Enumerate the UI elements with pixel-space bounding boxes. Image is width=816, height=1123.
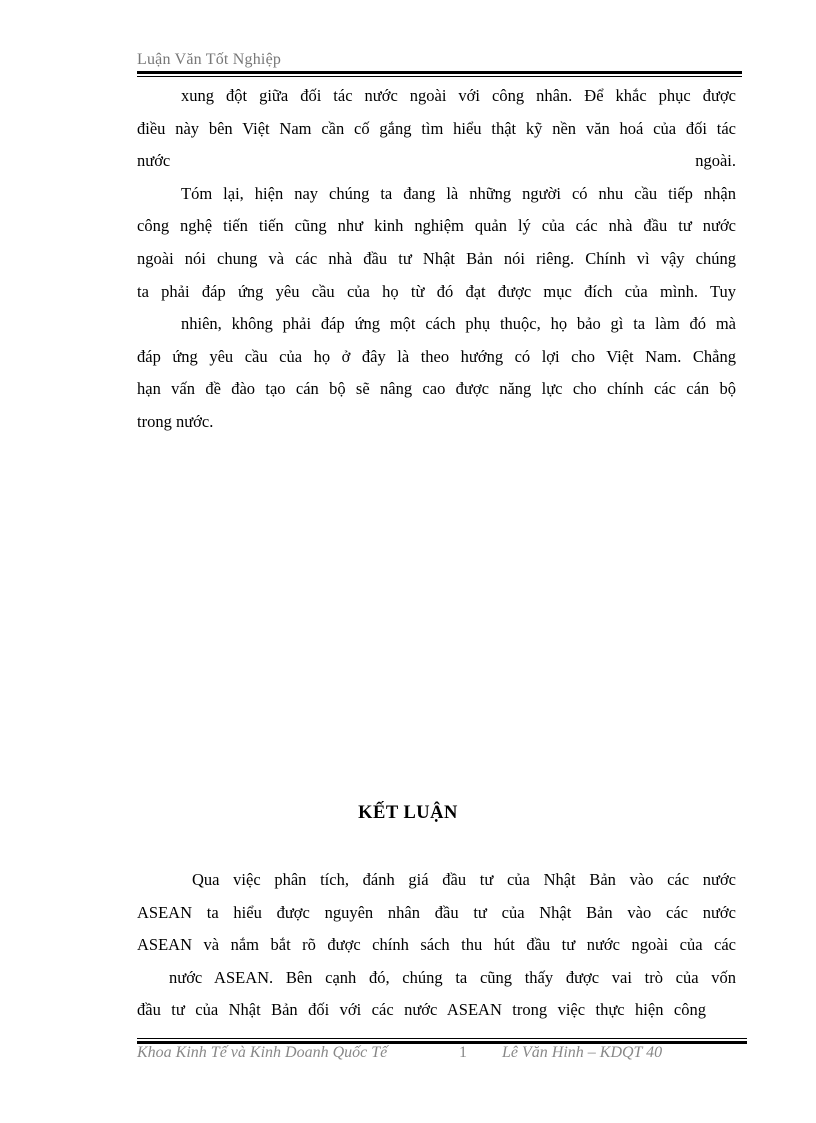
footer-author: Lê Văn Hinh – KDQT 40 <box>502 1044 663 1061</box>
header-rule-thick <box>137 71 742 74</box>
text-line: ASEAN ta hiểu được nguyên nhân đầu tư của Nhật Bản vào các nước <box>137 902 736 922</box>
text-line: trong nước. <box>137 411 214 431</box>
text-line: ta phải đáp ứng yêu cầu của họ từ đó đạt được mục đích của mình. Tuy <box>137 281 736 301</box>
text-line: nước ngoài. <box>137 151 736 171</box>
text-line: ASEAN và nắm bắt rõ được chính sách thu hút đầu tư nước ngoài của các <box>137 935 736 955</box>
text-line: nhiên, không phải đáp ứng một cách phụ thuộc, họ bảo gì ta làm đó mà <box>181 314 736 334</box>
conclusion-heading: KẾT LUẬN <box>358 803 458 823</box>
page-footer <box>137 1038 747 1066</box>
text-line: hạn vấn đề đào tạo cán bộ sẽ nâng cao được năng lực cho chính các cán bộ <box>137 379 736 399</box>
text-line: Tóm lại, hiện nay chúng ta đang là những người có nhu cầu tiếp nhận <box>181 183 736 203</box>
header-title: Luận Văn Tốt Nghiệp <box>137 51 282 68</box>
text-line: đáp ứng yêu cầu của họ ở đây là theo hướng có lợi cho Việt Nam. Chẳng <box>137 346 736 366</box>
header-rule-thin <box>137 76 742 77</box>
text-line: xung đột giữa đối tác nước ngoài với công nhân. Để khắc phục được <box>181 86 736 105</box>
footer-row <box>137 1044 747 1066</box>
page-header <box>137 50 742 77</box>
footer-rule-thin <box>137 1038 747 1039</box>
conclusion-block <box>137 864 736 1027</box>
text-line: điều này bên Việt Nam cần cố gắng tìm hiểu thật kỹ nền văn hoá của đối tác <box>137 118 736 138</box>
text-line: công nghệ tiến tiến cũng như kinh nghiệm quản lý của các nhà đầu tư nước <box>137 216 736 236</box>
text-line: đầu tư của Nhật Bản đối với các nước ASEAN trong việc thực hiện công <box>137 1000 706 1020</box>
text-line: nước ASEAN. Bên cạnh đó, chúng ta cũng thấy được vai trò của vốn <box>169 967 736 987</box>
footer-page-number: 1 <box>459 1044 467 1061</box>
body-block-1 <box>137 80 736 439</box>
text-line: Qua việc phân tích, đánh giá đầu tư của Nhật Bản vào các nước <box>192 870 736 889</box>
text-line: ngoài nói chung và các nhà đầu tư Nhật Bản nói riêng. Chính vì vậy chúng <box>137 248 736 268</box>
footer-faculty: Khoa Kinh Tế và Kinh Doanh Quốc Tế <box>137 1044 388 1061</box>
